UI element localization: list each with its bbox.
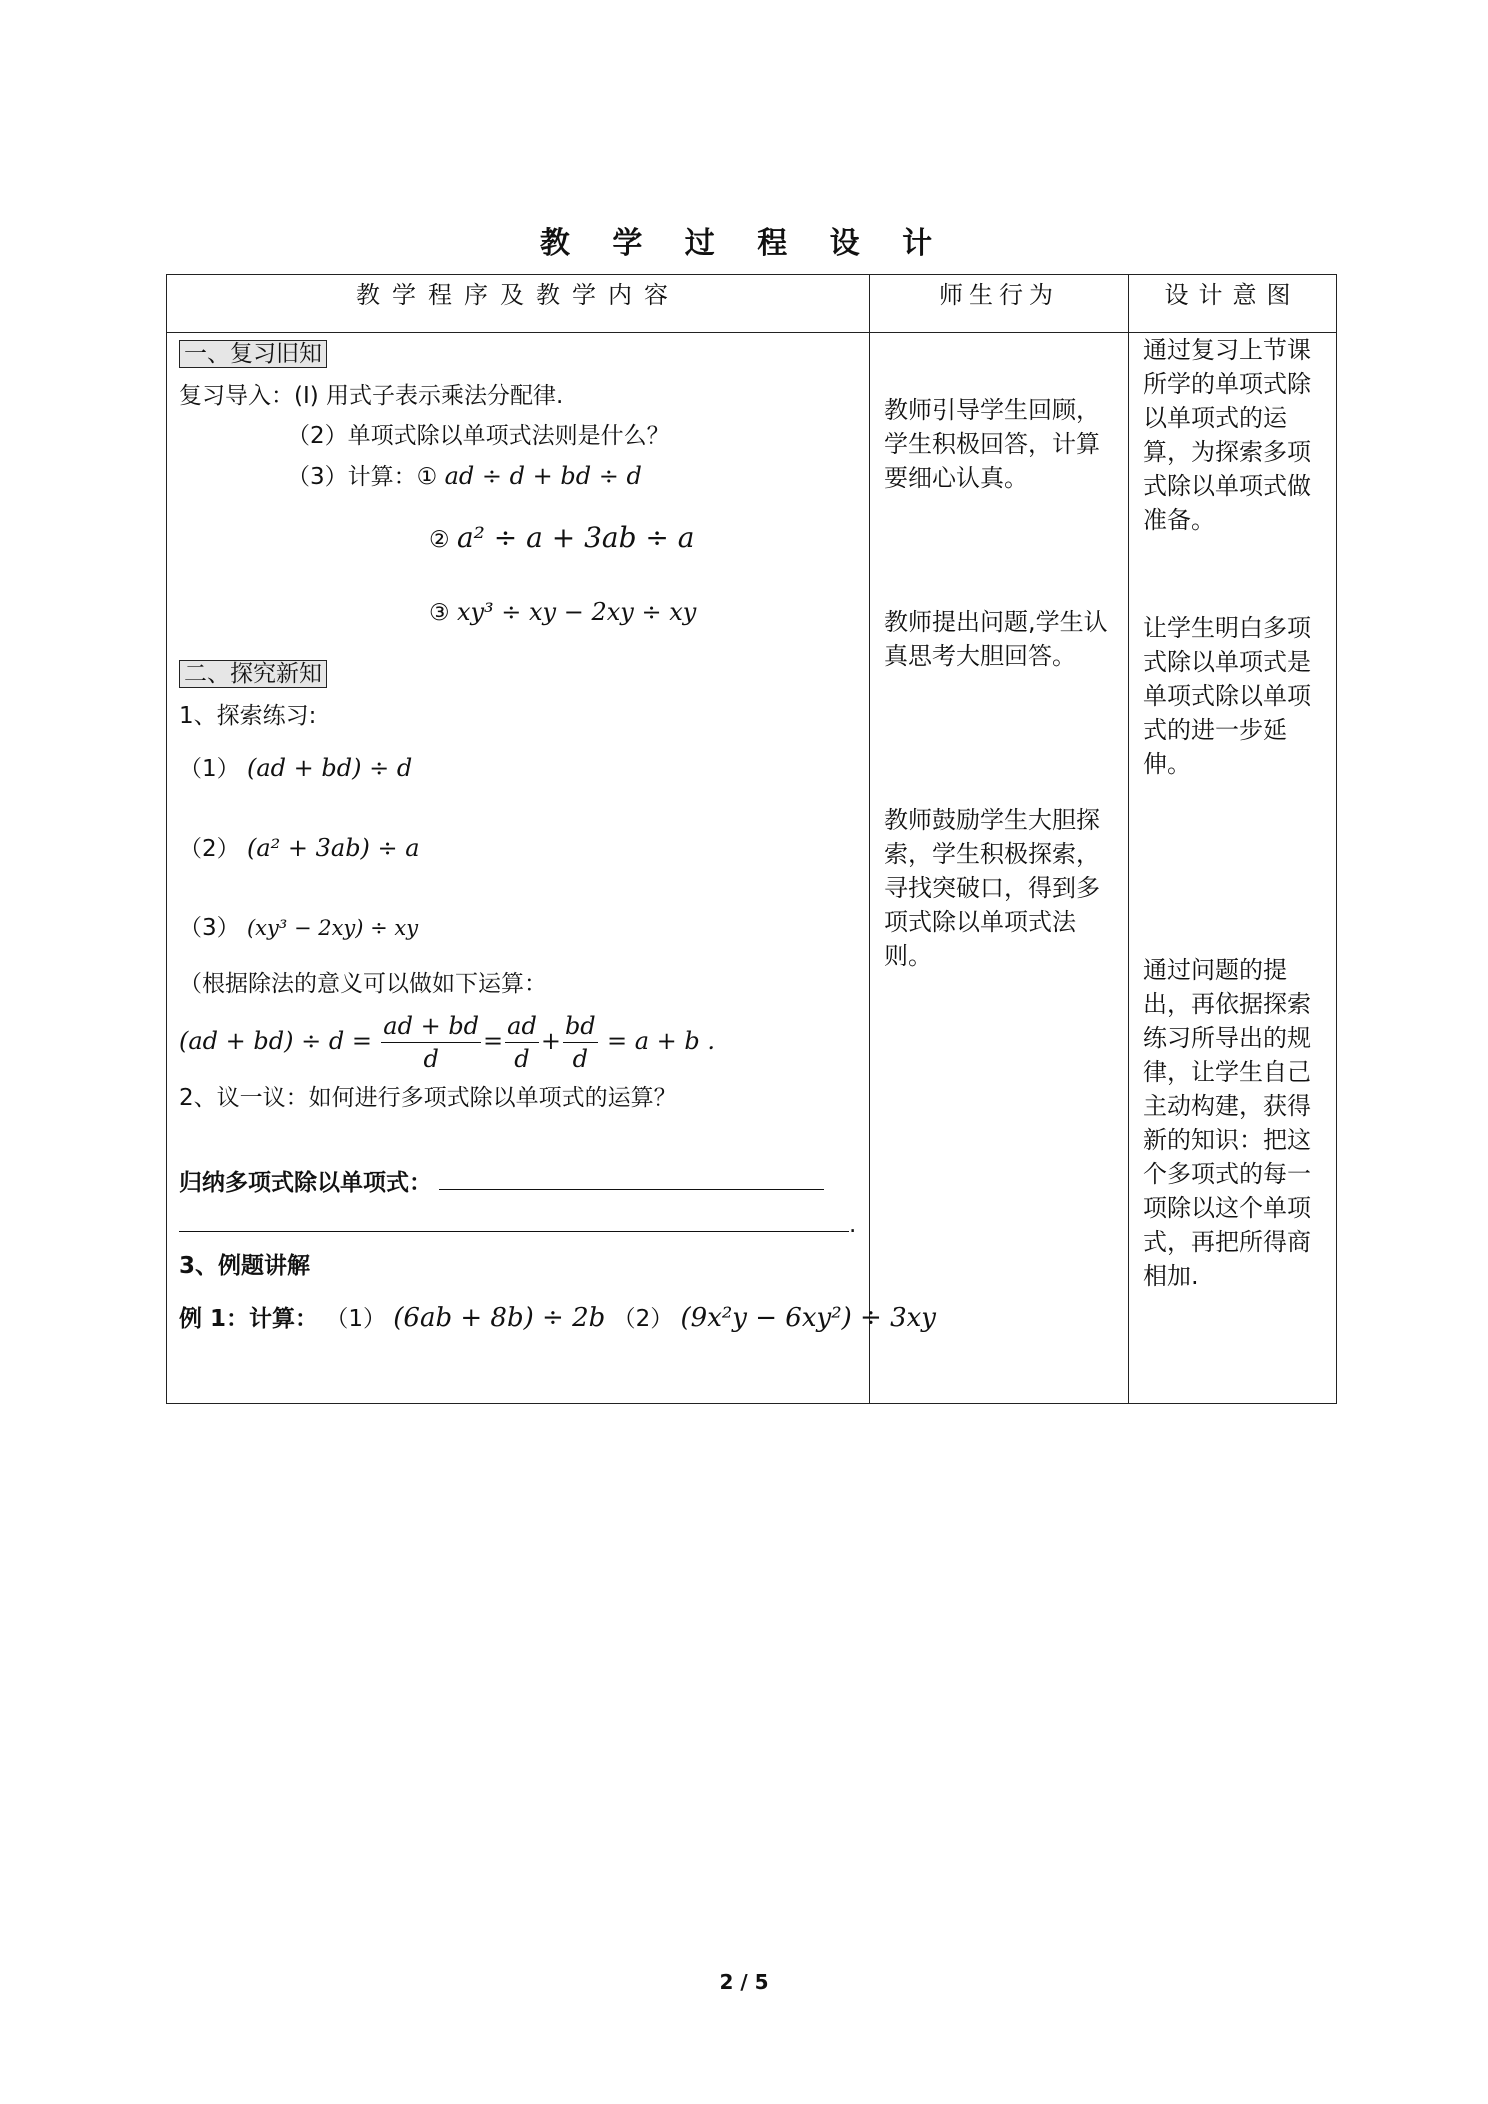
- intent-1: 通过复习上节课所学的单项式除以单项式的运算，为探索多项式除以单项式做准备。: [1143, 336, 1311, 534]
- behavior-2: 教师提出问题,学生认真思考大胆回答。: [884, 608, 1108, 670]
- derivation-rhs: = a + b .: [606, 1027, 716, 1055]
- fraction-3-numerator: bd: [563, 1010, 598, 1043]
- summary-label: 归纳多项式除以单项式：: [179, 1170, 432, 1196]
- exercise-2-number: （2）: [179, 836, 240, 862]
- summary-end: .: [849, 1212, 857, 1238]
- example-1-problem-1: (6ab + 8b) ÷ 2b: [393, 1303, 606, 1333]
- exercise-3: (xy³ − 2xy) ÷ xy: [246, 916, 419, 940]
- derivation-lhs: (ad + bd) ÷ d =: [179, 1027, 372, 1055]
- intent-cell: [1129, 333, 1337, 1404]
- review-question-3-prefix: （3）计算：①: [287, 464, 438, 490]
- exercise-2: (a² + 3ab) ÷ a: [246, 834, 420, 862]
- behavior-cell: [870, 333, 1129, 1404]
- example-1-label: 例 1：计算：: [179, 1306, 319, 1332]
- lesson-table: [166, 274, 1337, 1404]
- exercise-1: (ad + bd) ÷ d: [246, 754, 413, 782]
- explore-practice-label: 1、探索练习:: [179, 703, 317, 729]
- calc-2-prefix: ②: [429, 527, 450, 553]
- fraction-2: [505, 1010, 539, 1075]
- table-body-row: [167, 333, 1337, 1404]
- discuss-question: 2、议一议：如何进行多项式除以单项式的运算？: [179, 1085, 677, 1111]
- header-behavior: 师生行为: [870, 275, 1129, 333]
- page-number: 2 / 5: [719, 1970, 769, 1994]
- example-1-num-1: （1）: [325, 1306, 386, 1332]
- example-1-num-2: （2）: [612, 1306, 674, 1332]
- review-intro: 复习导入：(Ⅰ) 用式子表示乘法分配律.: [179, 383, 564, 409]
- intent-3: 通过问题的提出，再依据探索练习所导出的规律，让学生自己主动构建，获得新的知识：把这个多项式的每一项除以这个单项式，再把所得商相加.: [1143, 956, 1311, 1290]
- fraction-1-numerator: ad + bd: [381, 1010, 481, 1043]
- division-meaning-note: （根据除法的意义可以做如下运算：: [179, 971, 547, 997]
- page-title: 教 学 过 程 设 计: [539, 226, 949, 261]
- section-review-label: 一、复习旧知: [179, 340, 327, 368]
- behavior-1: 教师引导学生回顾，学生积极回答，计算要细心认真。: [884, 396, 1100, 492]
- header-intent: 设计意图: [1129, 275, 1337, 333]
- example-title: 3、例题讲解: [179, 1253, 311, 1279]
- section-explore-label: 二、探究新知: [179, 660, 327, 688]
- example-1-problem-2: (9x²y − 6xy²) ÷ 3xy: [680, 1303, 936, 1333]
- fraction-1: [381, 1010, 481, 1075]
- fraction-2-denominator: d: [514, 1045, 530, 1073]
- table-header-row: [167, 275, 1337, 333]
- exercise-1-number: （1）: [179, 756, 240, 782]
- header-content: 教学程序及教学内容: [167, 275, 870, 333]
- fraction-2-numerator: ad: [505, 1010, 539, 1043]
- summary-blank-1: [439, 1165, 824, 1190]
- summary-blank-2: [179, 1207, 849, 1232]
- fraction-3-denominator: d: [572, 1045, 588, 1073]
- fraction-1-denominator: d: [423, 1045, 439, 1073]
- calc-2: a² ÷ a + 3ab ÷ a: [456, 521, 695, 554]
- review-question-2: （2）单项式除以单项式法则是什么？: [287, 423, 670, 449]
- derivation: (ad + bd) ÷ d = $\frac{ad + bd}{d}$ = $\frac{ad}{d}$ + $\frac{bd}{d}$ = a + b .: [179, 1012, 716, 1073]
- intent-2: 让学生明白多项式除以单项式是单项式除以单项式的进一步延伸。: [1143, 614, 1311, 778]
- behavior-3: 教师鼓励学生大胆探索，学生积极探索，寻找突破口，得到多项式除以单项式法则。: [884, 806, 1100, 970]
- exercise-3-number: （3）: [179, 915, 240, 941]
- fraction-3: [563, 1010, 598, 1075]
- calc-3-prefix: ③: [429, 600, 450, 626]
- content-cell: [167, 333, 936, 1404]
- calc-1: ad ÷ d + bd ÷ d: [444, 462, 642, 490]
- calc-3: xy³ ÷ xy − 2xy ÷ xy: [456, 598, 697, 626]
